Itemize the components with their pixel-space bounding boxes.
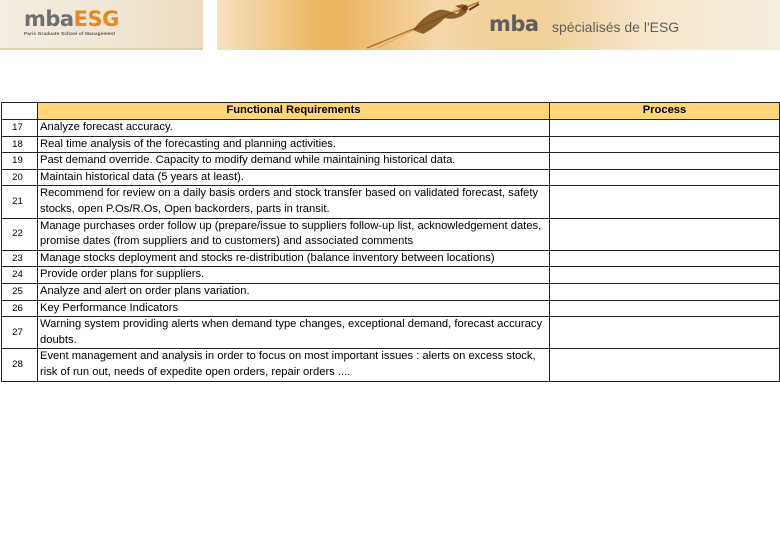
row-number: 25 — [2, 283, 38, 300]
row-number: 26 — [2, 300, 38, 317]
logo-wordmark — [24, 9, 119, 30]
table-row — [2, 136, 780, 153]
process-cell — [550, 267, 780, 284]
table-header-row — [2, 103, 780, 120]
table-row — [2, 267, 780, 284]
process-cell — [550, 349, 780, 381]
row-number: 28 — [2, 349, 38, 381]
process-cell — [550, 250, 780, 267]
process-cell — [550, 317, 780, 349]
row-number: 19 — [2, 153, 38, 170]
logo — [0, 0, 203, 50]
row-number: 24 — [2, 267, 38, 284]
process-cell — [550, 186, 780, 218]
table-row — [2, 153, 780, 170]
column-header-process: Process — [550, 103, 780, 120]
row-number: 22 — [2, 218, 38, 250]
requirement-cell: Event management and analysis in order to focus on most important issues : alerts on excess stock, risk of run out, needs of expedite open orders, repair orders .... — [38, 349, 550, 381]
requirement-cell: Manage purchases order follow up (prepare/issue to suppliers follow-up list, acknowledgement dates, promise dates (from suppliers and to customers) and associated comments — [38, 218, 550, 250]
row-number: 21 — [2, 186, 38, 218]
table-row — [2, 169, 780, 186]
row-number: 17 — [2, 120, 38, 137]
number-column-header — [2, 103, 38, 120]
requirement-cell: Real time analysis of the forecasting and planning activities. — [38, 136, 550, 153]
process-cell — [550, 218, 780, 250]
process-cell — [550, 169, 780, 186]
table-row — [2, 186, 780, 218]
requirement-cell: Key Performance Indicators — [38, 300, 550, 317]
process-cell — [550, 120, 780, 137]
row-number: 27 — [2, 317, 38, 349]
requirements-table — [1, 102, 780, 382]
process-cell — [550, 153, 780, 170]
row-number: 20 — [2, 169, 38, 186]
table-row — [2, 317, 780, 349]
banner-mba-text: mba — [489, 12, 539, 36]
table-row — [2, 349, 780, 381]
process-cell — [550, 136, 780, 153]
requirement-cell: Analyze and alert on order plans variation. — [38, 283, 550, 300]
table-row — [2, 218, 780, 250]
row-number: 18 — [2, 136, 38, 153]
requirement-cell: Manage stocks deployment and stocks re-distribution (balance inventory between locations) — [38, 250, 550, 267]
process-cell — [550, 283, 780, 300]
process-cell — [550, 300, 780, 317]
requirement-cell: Analyze forecast accuracy. — [38, 120, 550, 137]
table-row — [2, 250, 780, 267]
requirement-cell: Provide order plans for suppliers. — [38, 267, 550, 284]
banner-tagline: spécialisés de l'ESG — [552, 19, 680, 35]
row-number: 23 — [2, 250, 38, 267]
table-row — [2, 283, 780, 300]
logo-esg-text: ESG — [73, 7, 119, 31]
requirement-cell: Past demand override. Capacity to modify demand while maintaining historical data. — [38, 153, 550, 170]
logo-mba-text: mba — [24, 7, 74, 31]
requirement-cell: Recommend for review on a daily basis orders and stock transfer based on validated forecast, safety stocks, open P.Os/R.Os, Open backorders, parts in transit. — [38, 186, 550, 218]
column-header-functional-requirements: Functional Requirements — [38, 103, 550, 120]
header-banner — [217, 0, 780, 50]
table-row — [2, 120, 780, 137]
requirement-cell: Maintain historical data (5 years at least). — [38, 169, 550, 186]
logo-subtitle: Paris Graduate School of Management — [24, 31, 116, 36]
requirement-cell: Warning system providing alerts when demand type changes, exceptional demand, forecast accuracy doubts. — [38, 317, 550, 349]
table-row — [2, 300, 780, 317]
